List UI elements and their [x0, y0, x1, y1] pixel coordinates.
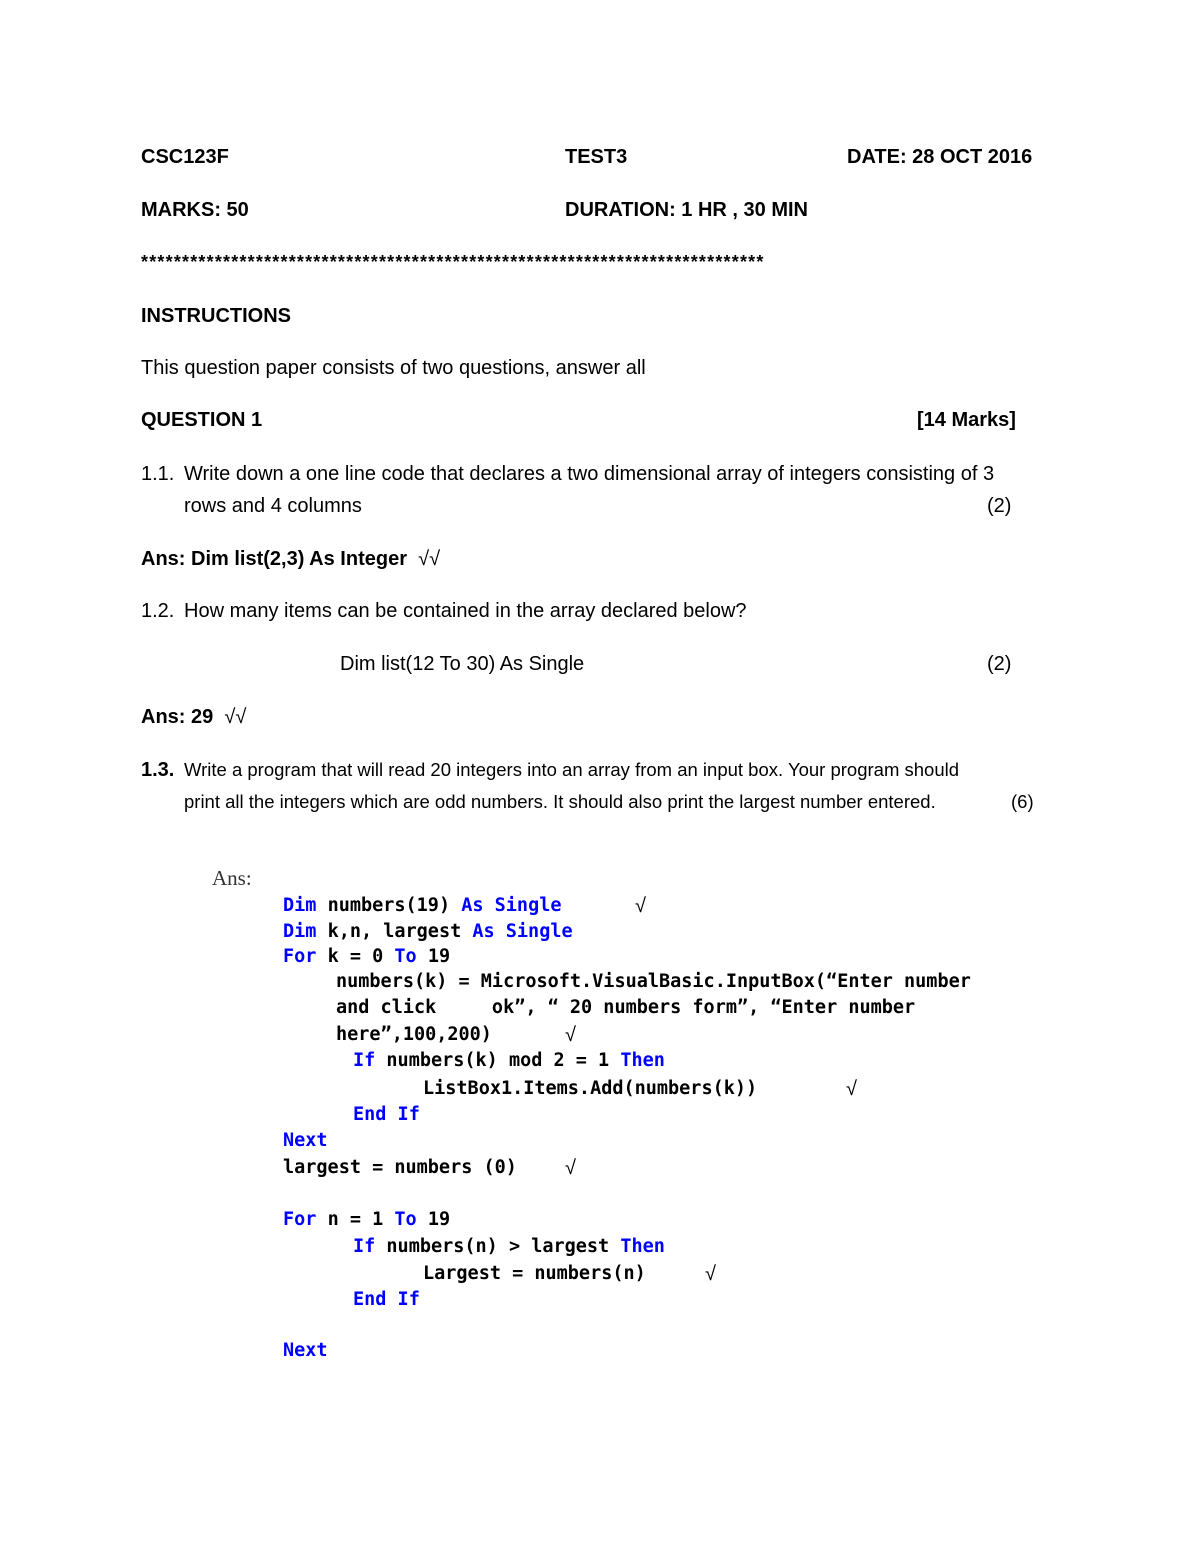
code-line-10: Next	[283, 1130, 328, 1151]
q1-1-line2: rows and 4 columns	[184, 495, 362, 517]
code-line-12	[283, 1208, 450, 1232]
keyword: As	[472, 921, 495, 942]
code-line-4: numbers(k) = Microsoft.VisualBasic.InputBox(“Enter number	[336, 971, 971, 992]
q1-2-answer-text: Ans: 29	[141, 706, 214, 728]
q1-3-number: 1.3.	[141, 759, 175, 781]
code-line-7	[353, 1049, 665, 1073]
code-text: 19	[427, 946, 451, 967]
code-line-3	[283, 945, 450, 969]
code-text: k = 0	[327, 946, 384, 967]
q1-1-line1: Write down a one line code that declares a two dimensional array of integers consisting of 3	[184, 463, 995, 485]
keyword: To	[394, 1209, 417, 1230]
instructions-heading: INSTRUCTIONS	[141, 305, 291, 327]
keyword: Then	[620, 1236, 665, 1257]
keyword: Dim	[283, 921, 317, 942]
keyword: If	[353, 1050, 376, 1071]
q1-2-marks: (2)	[987, 653, 1012, 675]
q1-2-number: 1.2.	[141, 600, 175, 622]
q1-2-answer-ticks: √√	[224, 706, 247, 728]
code-line-5: and click ok”, “ 20 numbers form”, “Enter number	[336, 997, 916, 1018]
code-text: k,n, largest	[327, 921, 462, 942]
tick-mark: √	[565, 1157, 576, 1179]
code-line-1	[283, 894, 561, 918]
code-text: n = 1	[327, 1209, 384, 1230]
keyword: Dim	[283, 895, 317, 916]
q1-2-text: How many items can be contained in the array declared below?	[184, 600, 747, 622]
q1-1-number: 1.1.	[141, 463, 175, 485]
tick-mark: √	[846, 1078, 857, 1100]
keyword: Single	[505, 921, 573, 942]
code-text: numbers(n) > largest	[386, 1236, 610, 1257]
q1-3-line2: print all the integers which are odd numbers. It should also print the largest number entered.	[184, 791, 936, 812]
tick-mark: √	[565, 1024, 576, 1046]
code-line-13	[353, 1235, 665, 1259]
question-title: QUESTION 1	[141, 409, 263, 431]
duration: DURATION: 1 HR , 30 MIN	[565, 199, 808, 221]
keyword: To	[394, 946, 417, 967]
code-line-15: End If	[353, 1289, 420, 1310]
code-line-6: here”,100,200)	[336, 1024, 492, 1045]
test-date: DATE: 28 OCT 2016	[847, 146, 1033, 168]
code-line-14: Largest = numbers(n)	[423, 1263, 646, 1284]
keyword: As	[461, 895, 484, 916]
code-line-16: Next	[283, 1340, 328, 1361]
keyword: For	[283, 1209, 317, 1230]
q1-3-line1: Write a program that will read 20 integers into an array from an input box. Your program should	[184, 759, 960, 780]
q1-1-answer-text: Ans: Dim list(2,3) As Integer	[141, 548, 407, 570]
tick-mark: √	[705, 1263, 716, 1285]
keyword: Single	[494, 895, 562, 916]
separator-line: ****************************************************************************	[141, 252, 765, 272]
code-text: 19	[427, 1209, 451, 1230]
instructions-text: This question paper consists of two questions, answer all	[141, 357, 646, 379]
test-name: TEST3	[565, 146, 628, 168]
total-marks: MARKS: 50	[141, 199, 249, 221]
code-text: numbers(19)	[327, 895, 451, 916]
q1-2-answer	[141, 705, 246, 729]
keyword: Then	[620, 1050, 665, 1071]
q1-1-answer	[141, 547, 440, 571]
q1-3-ans-label: Ans:	[212, 866, 252, 890]
code-text: numbers(k) mod 2 = 1	[386, 1050, 610, 1071]
question-marks: [14 Marks]	[917, 409, 1016, 431]
keyword: If	[353, 1236, 376, 1257]
code-line-11: largest = numbers (0)	[283, 1157, 517, 1178]
q1-1-marks: (2)	[987, 495, 1012, 517]
code-line-8: ListBox1.Items.Add(numbers(k))	[423, 1078, 758, 1099]
tick-mark: √	[635, 895, 646, 917]
code-line-9: End If	[353, 1104, 420, 1125]
course-code: CSC123F	[141, 146, 229, 168]
q1-1-answer-ticks: √√	[418, 548, 441, 570]
q1-3-marks: (6)	[1011, 791, 1034, 812]
code-line-2	[283, 920, 573, 944]
q1-2-code: Dim list(12 To 30) As Single	[340, 653, 585, 675]
keyword: For	[283, 946, 317, 967]
